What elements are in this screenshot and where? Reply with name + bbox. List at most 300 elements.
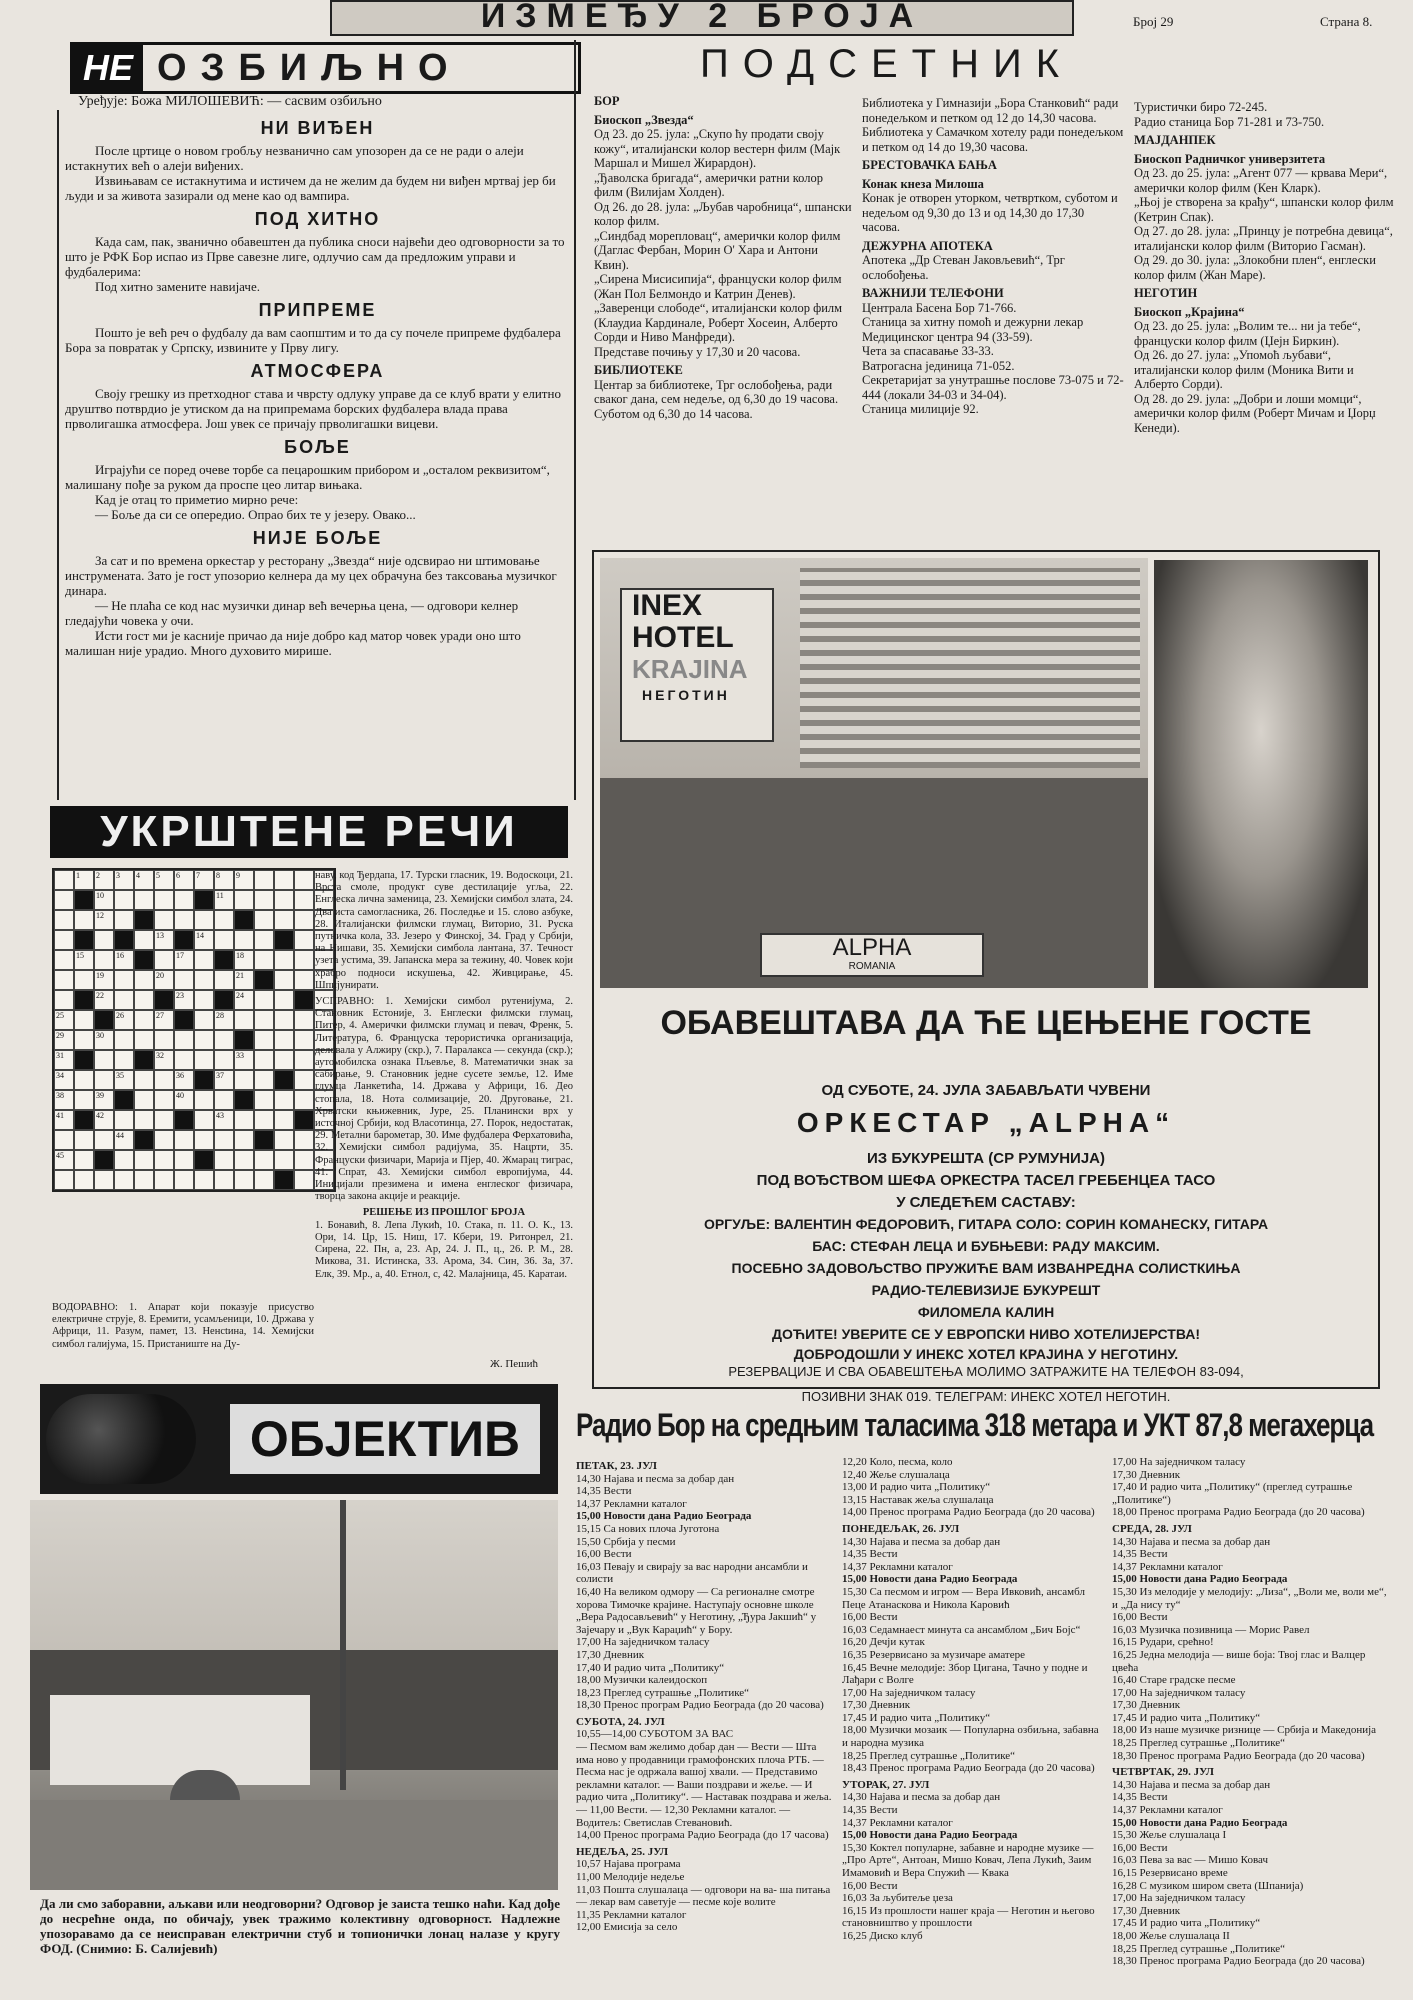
crossword-cell[interactable]: 6 (174, 870, 194, 890)
crossword-cell[interactable] (254, 1070, 274, 1090)
list-item: 18,30 Пренос програма Радио Београда (до 20 часова) (1112, 1749, 1365, 1762)
crossword-cell[interactable]: 25 (54, 1010, 74, 1030)
crossword-cell[interactable] (294, 1170, 314, 1190)
list-item: „Њој је створена за крађу“, шпански колор филм (Кетрин Спак). (1134, 195, 1394, 224)
crossword-cell[interactable] (254, 1050, 274, 1070)
crossword-cell[interactable] (214, 970, 234, 990)
crossword-cell[interactable] (294, 950, 314, 970)
crossword-cell[interactable] (114, 970, 134, 990)
crossword-cell[interactable] (234, 1130, 254, 1150)
crossword-cell[interactable] (234, 1150, 254, 1170)
crossword-cell[interactable] (294, 890, 314, 910)
crossword-grid (52, 868, 336, 1192)
crossword-cell[interactable] (74, 970, 94, 990)
crossword-cell[interactable] (54, 930, 74, 950)
crossword-cell[interactable] (254, 890, 274, 910)
crossword-cell[interactable] (54, 890, 74, 910)
list-item: Од 23. до 25. јула: „Агент 077 — крвава Мери“, амерички колор филм (Кен Кларк). (1134, 166, 1388, 195)
crossword-cell[interactable] (254, 1010, 274, 1030)
list-item: 15,00 Новости дана Радио Београда (576, 1510, 752, 1523)
list-item: Ватрогасна јединица 71-052. (862, 358, 1015, 373)
crossword-cell[interactable]: 28 (214, 1010, 234, 1030)
crossword-cell[interactable] (274, 1090, 294, 1110)
crossword-cell[interactable] (74, 1130, 94, 1150)
crossword-cell[interactable]: 39 (94, 1090, 114, 1110)
crossword-cell[interactable] (254, 910, 274, 930)
crossword-cell[interactable]: 32 (154, 1050, 174, 1070)
crossword-black-cell (174, 930, 194, 950)
radio-title: Радио Бор на средњим таласима 318 метара и УКТ 87,8 мегахерца (576, 1406, 1374, 1444)
ad-line14: ПОЗИВНИ ЗНАК 019. ТЕЛЕГРАМ: ИНЕКС ХОТЕЛ НЕГОТИН. (801, 1389, 1171, 1404)
crossword-cell[interactable]: 5 (154, 870, 174, 890)
crossword-cell[interactable] (154, 910, 174, 930)
ad-line10: ФИЛОМЕЛА КАЛИН (917, 1304, 1055, 1320)
crossword-cell[interactable] (194, 1090, 214, 1110)
crossword-cell[interactable] (294, 1050, 314, 1070)
crossword-cell[interactable] (114, 1150, 134, 1170)
crossword-cell[interactable]: 1 (74, 870, 94, 890)
crossword-cell[interactable]: 4 (134, 870, 154, 890)
crossword-cell[interactable]: 34 (54, 1070, 74, 1090)
crossword-cell[interactable] (254, 1110, 274, 1130)
crossword-cell[interactable] (174, 970, 194, 990)
crossword-cell[interactable] (174, 910, 194, 930)
section-heading: БОР (594, 94, 620, 108)
list-item: 14,35 Вести (842, 1548, 898, 1561)
list-item: 14,37 Рекламни каталог (1112, 1560, 1223, 1573)
crossword-black-cell (114, 1090, 134, 1110)
crossword-cell[interactable] (194, 1010, 214, 1030)
crossword-cell[interactable]: 36 (174, 1070, 194, 1090)
list-item: 15,00 Новости дана Радио Београда (1112, 1816, 1288, 1829)
crossword-cell[interactable]: 2 (94, 870, 114, 890)
crossword-cell[interactable] (134, 1170, 154, 1190)
crossword-cell[interactable] (54, 970, 74, 990)
crossword-cell[interactable] (174, 1030, 194, 1050)
issue-number: Број 29 (1133, 14, 1174, 29)
crossword-cell[interactable] (114, 910, 134, 930)
crossword-cell[interactable] (94, 950, 114, 970)
crossword-cell[interactable] (134, 930, 154, 950)
list-item: 16,25 Једна мелодија — више боја: Твој глас и Валцер цвећа (1112, 1648, 1366, 1674)
list-item: 15,30 Жеље слушалаца I (1112, 1829, 1227, 1842)
crossword-cell[interactable]: 30 (94, 1030, 114, 1050)
humor-title: ОЗБИЉНО (157, 46, 462, 89)
section-heading: Биоскоп Радничког универзитета (1134, 151, 1326, 166)
crossword-cell[interactable] (294, 1090, 314, 1110)
crossword-cell[interactable] (194, 1170, 214, 1190)
crossword-cell[interactable]: 17 (174, 950, 194, 970)
crossword-cell[interactable] (174, 1130, 194, 1150)
crossword-cell[interactable] (294, 1010, 314, 1030)
crossword-cell[interactable] (134, 1010, 154, 1030)
humor-section-heading: НИ ВИЂЕН (260, 118, 375, 138)
list-item: 18,30 Пренос програма Радио Београда (до 20 часова) (1112, 1955, 1365, 1968)
crossword-cell[interactable]: 23 (174, 990, 194, 1010)
ad-line2: ОРКЕСТАР „ALPHA“ (796, 1107, 1176, 1138)
ad-line11: ДОЋИТЕ! УВЕРИТЕ СЕ У ЕВРОПСКИ НИВО ХОТЕЛИЈЕРСТВА! (771, 1326, 1201, 1342)
list-item: 18,25 Преглед сутрашње „Политике“ (1112, 1942, 1286, 1955)
list-item: Библиотека у Самачком хотелу ради понедељком и петком од 14 до 19,30 часова. (862, 125, 1124, 154)
humor-paragraph: Кад је отац то приметио мирно рече: (95, 492, 299, 507)
crossword-cell[interactable] (74, 1090, 94, 1110)
crossword-cell[interactable]: 41 (54, 1110, 74, 1130)
crossword-black-cell (174, 1010, 194, 1030)
crossword-cell[interactable] (74, 1010, 94, 1030)
crossword-cell[interactable] (194, 910, 214, 930)
crossword-cell[interactable] (254, 870, 274, 890)
crossword-cell[interactable] (174, 1170, 194, 1190)
crossword-cell[interactable] (174, 1050, 194, 1070)
crossword-cell[interactable] (154, 1090, 174, 1110)
crossword-black-cell (294, 1110, 314, 1130)
humor-paragraph: Своју грешку из претходног става и чврсту одлуку управе да се клуб врати у елитно друштво потврдио је утиском да на припремама борских фудбалера влада права прволигашка атмосфера. Још увек се причају прволигашки вицеви. (65, 386, 561, 431)
crossword-cell[interactable]: 29 (54, 1030, 74, 1050)
crossword-cell[interactable] (154, 1170, 174, 1190)
crossword-cell[interactable] (294, 910, 314, 930)
crossword-cell[interactable]: 42 (94, 1110, 114, 1130)
crossword-cell[interactable]: 33 (234, 1050, 254, 1070)
crossword-black-cell (114, 930, 134, 950)
list-item: Од 27. до 28. јула: „Принцу је потребна девица“, италијански колор филм (Виторио Гасман). (1134, 224, 1393, 253)
crossword-cell[interactable] (254, 950, 274, 970)
crossword-cell[interactable] (154, 1070, 174, 1090)
list-item: 14,00 Пренос програма Радио Београда (до 20 часова) (842, 1506, 1095, 1519)
objektiv-photo (30, 1500, 558, 1890)
list-item: 16,40 Старе градске песме (1112, 1674, 1236, 1687)
crossword-cell[interactable]: 37 (214, 1070, 234, 1090)
crossword-cell[interactable] (134, 1090, 154, 1110)
list-item: „Заверенци слободе“, италијански колор филм (Клаудиа Кардинале, Роберт Хосеин, Алберто Сорди и Ниво Манфреди). (594, 301, 843, 344)
list-item: 16,45 Вечне мелодије: Збор Цигана, Тачно у подне и Лађари с Волге (842, 1661, 1088, 1687)
section-heading: СРЕДА, 28. ЈУЛ (1112, 1522, 1192, 1535)
soloist-photo (1154, 560, 1368, 988)
crossword-black-cell (274, 1070, 294, 1090)
crossword-cell[interactable] (114, 890, 134, 910)
objektiv-banner (40, 1384, 558, 1494)
crossword-cell[interactable] (234, 1070, 254, 1090)
radio-column-2 (842, 1456, 1104, 1996)
crossword-cell[interactable]: 11 (214, 890, 234, 910)
crossword-cell[interactable] (254, 990, 274, 1010)
crossword-cell[interactable] (234, 890, 254, 910)
list-item: 17,00 На заједничком таласу (842, 1686, 976, 1699)
crossword-cell[interactable]: 27 (154, 1010, 174, 1030)
crossword-cell[interactable]: 13 (154, 930, 174, 950)
crossword-cell[interactable]: 19 (94, 970, 114, 990)
list-item: Од 26. до 28. јула: „Љубав чаробница“, шпански колор филм. (594, 199, 852, 228)
crossword-cell[interactable] (214, 910, 234, 930)
list-item: „Ђаволска бригада“, амерички ратни колор филм (Вилијам Холден). (594, 170, 823, 199)
crossword-cell[interactable] (114, 1050, 134, 1070)
crossword-cell[interactable]: 44 (114, 1130, 134, 1150)
list-item: 16,00 Вести (1112, 1841, 1168, 1854)
crossword-cell[interactable] (154, 1150, 174, 1170)
crossword-cell[interactable]: 35 (114, 1070, 134, 1090)
list-item: 14,35 Вести (1112, 1791, 1168, 1804)
crossword-across-start: ВОДОРАВНО: 1. Апарат који показује присуство електричне струје, 8. Еремити, усамљеници, 10. Држава у Африци, 11. Разум, памет, 13. Ненсtина, 14. Хемијски симбол галијума, 15. Пристаниште на Ду- (52, 1302, 314, 1350)
list-item: Од 23. до 25. јула: „Волим те... ни ја тебе“, француски колор филм (Џејн Биркин). (1134, 319, 1361, 348)
crossword-cell[interactable] (54, 910, 74, 930)
band-photo (600, 558, 1148, 988)
crossword-cell[interactable] (154, 950, 174, 970)
crossword-cell[interactable]: 18 (234, 950, 254, 970)
crossword-cell[interactable]: 14 (194, 930, 214, 950)
humor-paragraph: — Боље да си се опередио. Опрао бих те у језеру. Овако... (95, 507, 416, 522)
section-heading: БРЕСТОВАЧКА БАЊА (862, 158, 997, 172)
crossword-cell[interactable] (54, 1170, 74, 1190)
page-number: Страна 8. (1320, 14, 1373, 29)
section-heading: УТОРАК, 27. ЈУЛ (842, 1778, 930, 1791)
crossword-cell[interactable] (274, 1110, 294, 1130)
hotel-sign-line2: HOTEL (632, 621, 734, 654)
crossword-cell[interactable] (94, 930, 114, 950)
crossword-black-cell (74, 1110, 94, 1130)
crossword-cell[interactable] (74, 910, 94, 930)
ground (30, 1800, 558, 1890)
crossword-cell[interactable] (274, 950, 294, 970)
crossword-cell[interactable] (54, 990, 74, 1010)
crossword-cell[interactable]: 8 (214, 870, 234, 890)
crossword-cell[interactable] (294, 1030, 314, 1050)
humor-section-heading: ПОД ХИТНО (254, 209, 381, 229)
humor-paragraph: Када сам, пак, званично обавештен да публика сноси највећи део одговорности за то што је РФК Бор испао из Прве савезне лиге, одлучио сам да предложим управи и фудбалерима: (65, 234, 565, 279)
crossword-cell[interactable] (194, 950, 214, 970)
list-item: 14,35 Вести (1112, 1548, 1168, 1561)
crossword-cell[interactable] (274, 990, 294, 1010)
list-item: 15,00 Новости дана Радио Београда (842, 1573, 1018, 1586)
crossword-cell[interactable] (214, 1090, 234, 1110)
list-item: 16,28 С музиком широм света (Шпанија) (1112, 1879, 1304, 1892)
crossword-cell[interactable]: 38 (54, 1090, 74, 1110)
crossword-cell[interactable] (54, 1130, 74, 1150)
crossword-cell[interactable] (294, 1130, 314, 1150)
crossword-cell[interactable] (274, 1050, 294, 1070)
list-item: 16,03 Седамнаест минута са ансамблом „Бич Бојс“ (842, 1623, 1081, 1636)
crossword-cell[interactable] (174, 890, 194, 910)
crossword-cell[interactable] (234, 930, 254, 950)
crossword-black-cell (194, 1070, 214, 1090)
crossword-black-cell (234, 910, 254, 930)
crossword-cell[interactable] (154, 1130, 174, 1150)
crossword-cell[interactable] (274, 870, 294, 890)
crossword-cell[interactable] (194, 990, 214, 1010)
crossword-cell[interactable] (74, 1070, 94, 1090)
list-item: Од 23. до 25. јула: „Скупо ћу продати своју кожу“, италијански колор вестерн филм (Мајк Маршал и Мишел Жирардон). (594, 127, 841, 170)
list-item: Централа Басена Бор 71-766. (862, 300, 1017, 315)
crossword-cell[interactable] (194, 970, 214, 990)
crossword-cell[interactable] (194, 1130, 214, 1150)
list-item: 17,30 Дневник (576, 1648, 645, 1661)
crossword-cell[interactable] (214, 930, 234, 950)
list-item: 18,00 Музички мозаик — Популарна озбиљна, забавна и народна музика (842, 1724, 1099, 1750)
list-item: 16,03 Музичка позивница — Морис Равел (1112, 1623, 1310, 1636)
column-divider (574, 40, 576, 800)
camera-lens-icon (46, 1394, 196, 1484)
crossword-cell[interactable] (154, 1030, 174, 1050)
list-item: Апотека „Др Стеван Јаковљевић“, Трг ослобођења. (862, 253, 1065, 282)
crossword-black-cell (74, 990, 94, 1010)
crossword-cell[interactable]: 10 (94, 890, 114, 910)
crossword-cell[interactable] (214, 1170, 234, 1190)
crossword-cell[interactable] (214, 1130, 234, 1150)
crossword-cell[interactable] (234, 1010, 254, 1030)
crossword-cell[interactable] (94, 1070, 114, 1090)
crossword-cell[interactable] (234, 1110, 254, 1130)
crossword-cell[interactable] (294, 1070, 314, 1090)
crossword-cell[interactable]: 31 (54, 1050, 74, 1070)
crossword-cell[interactable] (134, 1110, 154, 1130)
crossword-cell[interactable] (134, 890, 154, 910)
crossword-black-cell (214, 990, 234, 1010)
podsetnik-column-3 (1134, 100, 1396, 540)
crossword-cell[interactable] (274, 1010, 294, 1030)
crossword-cell[interactable] (274, 1130, 294, 1150)
crossword-black-cell (134, 1130, 154, 1150)
section-heading: ВАЖНИЈИ ТЕЛЕФОНИ (862, 286, 1004, 300)
list-item: 14,35 Вести (576, 1485, 632, 1498)
list-item: 17,45 И радио чита „Политику“ (842, 1711, 991, 1724)
crossword-cell[interactable] (194, 1030, 214, 1050)
ad-line13: РЕЗЕРВАЦИЈЕ И СВА ОБАВЕШТЕЊА МОЛИМО ЗАТРАЖИТЕ НА ТЕЛЕФОН 83-094, (728, 1364, 1244, 1379)
crossword-cell[interactable] (294, 930, 314, 950)
crossword-cell[interactable]: 24 (234, 990, 254, 1010)
crossword-cell[interactable] (94, 1130, 114, 1150)
crossword-cell[interactable]: 15 (74, 950, 94, 970)
crossword-cell[interactable] (214, 1030, 234, 1050)
crossword-cell[interactable] (114, 990, 134, 1010)
crossword-cell[interactable] (254, 930, 274, 950)
crossword-cell[interactable] (74, 1150, 94, 1170)
crossword-cell[interactable] (274, 1030, 294, 1050)
ad-line8: ПОСЕБНО ЗАДОВОЉСТВО ПРУЖИЋЕ ВАМ ИЗВАНРЕДНА СОЛИСТКИЊА (731, 1260, 1241, 1276)
humor-paragraph: Исти гост ми је касније причао да није добро кад матор човек уради оно што малишан није урадио. Много духовито миришe. (65, 628, 521, 658)
podsetnik-column-2 (862, 96, 1124, 536)
crossword-cell[interactable]: 45 (54, 1150, 74, 1170)
crossword-black-cell (74, 930, 94, 950)
crossword-cell[interactable] (154, 1110, 174, 1130)
list-item: 14,37 Рекламни каталог (576, 1497, 687, 1510)
section-heading: БИБЛИОТЕКЕ (594, 363, 683, 377)
crossword-cell[interactable] (194, 1110, 214, 1130)
list-item: 16,03 Певају и свирају за вас народни ансамбли и солисти (576, 1560, 808, 1586)
crossword-cell[interactable] (274, 1150, 294, 1170)
crossword-black-cell (94, 1150, 114, 1170)
crossword-cell[interactable] (134, 1150, 154, 1170)
crossword-cell[interactable] (254, 1150, 274, 1170)
crossword-cell[interactable] (134, 1030, 154, 1050)
crossword-cell[interactable] (294, 870, 314, 890)
crossword-cell[interactable] (274, 910, 294, 930)
crossword-cell[interactable]: 16 (114, 950, 134, 970)
crossword-black-cell (274, 1170, 294, 1190)
list-item: 12,20 Коло, песма, коло (842, 1456, 953, 1468)
crossword-cell[interactable] (274, 890, 294, 910)
list-item: 14,37 Рекламни каталог (842, 1816, 953, 1829)
list-item: 11,35 Рекламни каталог (576, 1908, 687, 1921)
humor-column-header (70, 42, 581, 94)
list-item: 10,55—14,00 СУБОТОМ ЗА ВАС (576, 1728, 734, 1741)
objektiv-title: ОБЈЕКТИВ (230, 1404, 540, 1474)
electric-pole (340, 1500, 346, 1790)
hotel-sign-line4: НЕГОТИН (642, 687, 730, 703)
crossword-cell[interactable] (74, 1030, 94, 1050)
crossword-black-cell (154, 990, 174, 1010)
crossword-solution: 1. Бонавић, 8. Лепа Лукић, 10. Стака, п. 11. О. К., 13. Ори, 14. Цр, 15. Ниш, 17. Кбери, 19. Ритонрел, 21. Сирена, 22. Пн, а, 23. Ар, 24. Ј. П., ц., 26. Р. М., 28. Микова, 31. Истинска, 33. Арома, 34. Син, 36. За, 37. Елк, 39. Мр., а, 40. Етнол, с, 42. Малајница, 45. Каратаи. (315, 1219, 573, 1280)
list-item: 18,00 Музички калеидоскоп (576, 1674, 708, 1687)
crossword-cell[interactable]: 22 (94, 990, 114, 1010)
crossword-cell[interactable] (194, 1050, 214, 1070)
drum-country: ROMANIA (848, 961, 896, 972)
crossword-cell[interactable] (214, 1150, 234, 1170)
crossword-black-cell (194, 1150, 214, 1170)
list-item: 17,00 На заједничком таласу (1112, 1686, 1246, 1699)
crossword-cell[interactable] (294, 1150, 314, 1170)
crossword-cell[interactable] (274, 970, 294, 990)
crossword-black-cell (294, 990, 314, 1010)
list-item: 14,30 Најава и песма за добар дан (1112, 1535, 1271, 1548)
list-item: 10,57 Најава програма (576, 1858, 681, 1871)
crossword-cell[interactable] (254, 1030, 274, 1050)
crossword-cell[interactable] (54, 950, 74, 970)
ad-line12: ДОБРОДОШЛИ У ИНЕКС ХОТЕЛ КРАЈИНА У НЕГОТИНУ. (793, 1346, 1179, 1362)
list-item: 17,30 Дневник (842, 1699, 911, 1712)
crossword-cell[interactable] (294, 970, 314, 990)
crossword-cell[interactable]: 21 (234, 970, 254, 990)
crossword-cell[interactable] (74, 1170, 94, 1190)
crossword-cell[interactable] (154, 890, 174, 910)
list-item: Радио станица Бор 71-281 и 73-750. (1134, 114, 1325, 129)
crossword-cell[interactable]: 26 (114, 1010, 134, 1030)
list-item: 14,30 Најава и песма за добар дан (576, 1472, 735, 1485)
list-item: 14,35 Вести (842, 1804, 898, 1817)
list-item: 14,30 Најава и песма за добар дан (1112, 1778, 1271, 1791)
crossword-cell[interactable] (114, 1030, 134, 1050)
list-item: 15,50 Србија у песми (576, 1535, 676, 1548)
list-item: 13,00 И радио чита „Политику“ (842, 1481, 991, 1494)
crossword-cell[interactable]: 12 (94, 910, 114, 930)
crossword-black-cell (94, 1010, 114, 1030)
crossword-cell[interactable]: 9 (234, 870, 254, 890)
crossword-cell[interactable]: 20 (154, 970, 174, 990)
crossword-cell[interactable]: 7 (194, 870, 214, 890)
list-item: 16,15 Из прошлости нашег краја — Неготин и његово становништво у прошлости (842, 1904, 1095, 1930)
crossword-cell[interactable] (134, 970, 154, 990)
crossword-cell[interactable] (134, 990, 154, 1010)
crossword-cell[interactable] (174, 1150, 194, 1170)
factory-wall (50, 1695, 310, 1785)
crossword-black-cell (214, 950, 234, 970)
crossword-cell[interactable] (94, 1170, 114, 1190)
list-item: Станица милиције 92. (862, 402, 979, 416)
list-item: 14,00 Пренос програма Радио Београда (до 17 часова) (576, 1829, 829, 1842)
crossword-cell[interactable] (234, 1170, 254, 1190)
humor-paragraph: Играјући се поред очеве торбе са пецарошким прибором и „осталом реквизитом“, малишану пође за руком да проспе цео литар вињака. (65, 462, 550, 492)
crossword-cell[interactable] (94, 1050, 114, 1070)
list-item: 15,00 Новости дана Радио Београда (1112, 1573, 1288, 1586)
crossword-cell[interactable] (254, 1090, 274, 1110)
crossword-cell[interactable]: 43 (214, 1110, 234, 1130)
list-item: 14,30 Најава и песма за добар дан (842, 1535, 1001, 1548)
crossword-cell[interactable] (54, 870, 74, 890)
crossword-cell[interactable] (114, 1110, 134, 1130)
crossword-cell[interactable] (134, 1070, 154, 1090)
crossword-cell[interactable] (254, 1170, 274, 1190)
crossword-cell[interactable]: 40 (174, 1090, 194, 1110)
crossword-cell[interactable] (214, 1050, 234, 1070)
crossword-cell[interactable] (114, 1170, 134, 1190)
crossword-cell[interactable]: 3 (114, 870, 134, 890)
